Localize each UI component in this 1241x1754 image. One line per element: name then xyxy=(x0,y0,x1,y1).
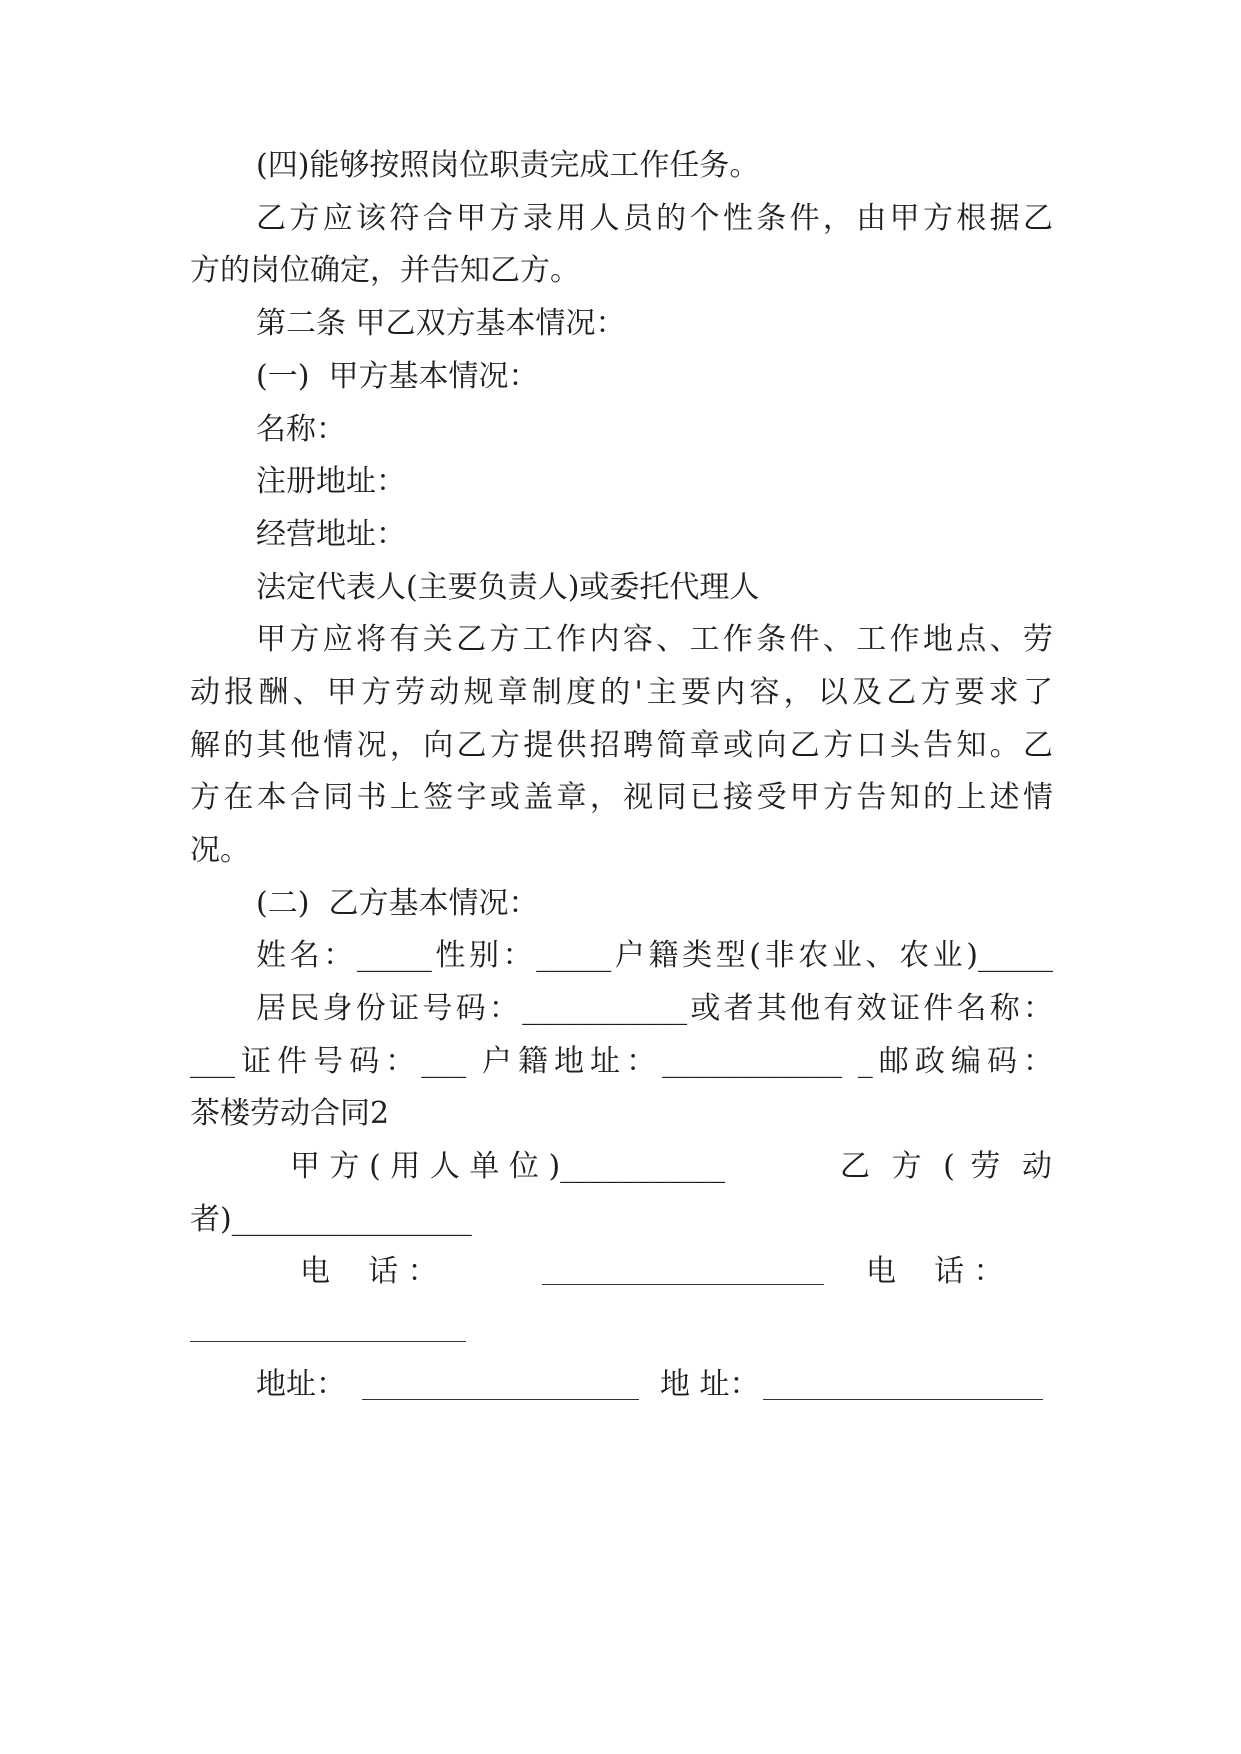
paragraph-conditions-line1: 乙方应该符合甲方录用人员的个性条件，由甲方根据乙 xyxy=(256,201,1053,236)
clause-four: (四)能够按照岗位职责完成工作任务。 xyxy=(256,148,760,183)
address-label-a: 地址： xyxy=(256,1367,346,1402)
address-a-underline xyxy=(362,1399,639,1400)
notice-paragraph-line2: 动报酬、甲方劳动规章制度的'主要内容，以及乙方要求了 xyxy=(190,675,1053,710)
notice-paragraph-line4: 方在本合同书上签字或盖章，视同已接受甲方告知的上述情 xyxy=(190,780,1053,815)
party-b-worker-label: 乙 方 ( 劳 动 xyxy=(840,1149,1052,1184)
notice-paragraph-line1: 甲方应将有关乙方工作内容、工作条件、工作地点、劳 xyxy=(256,622,1053,657)
paragraph-conditions-line2: 方的岗位确定，并告知乙方。 xyxy=(190,253,580,288)
party-b-id-line: 居民身份证号码：___________或者其他有效证件名称： xyxy=(256,991,1053,1026)
party-b-name-gender-line: 姓名：_____性别：_____户籍类型(非农业、农业)_____ xyxy=(256,938,1053,973)
phone-label-a: 电 话 ： xyxy=(300,1254,438,1289)
legal-representative-label: 法定代表人(主要负责人)或委托代理人 xyxy=(256,570,760,605)
address-b-underline xyxy=(763,1399,1043,1400)
notice-paragraph-line5: 况。 xyxy=(190,833,250,868)
article-two-heading: 第二条 甲乙双方基本情况： xyxy=(256,306,626,341)
party-b-cert-line: ___证件号码：___ 户籍地址：____________ _邮政编码： xyxy=(190,1044,1053,1079)
party-b-heading: (二) 乙方基本情况： xyxy=(256,886,539,921)
address-label-b: 地 址： xyxy=(660,1367,760,1402)
party-a-heading: (一) 甲方基本情况： xyxy=(256,359,539,394)
registered-address-label: 注册地址： xyxy=(256,464,406,499)
notice-paragraph-line3: 解的其他情况，向乙方提供招聘简章或向乙方口头告知。乙 xyxy=(190,728,1053,763)
phone-a-underline xyxy=(542,1284,824,1285)
phone-label-b: 电 话 ： xyxy=(866,1254,1004,1289)
party-b-worker-label-cont: 者)________________ xyxy=(190,1202,472,1237)
business-address-label: 经营地址： xyxy=(256,517,406,552)
phone-b-underline xyxy=(190,1341,466,1342)
party-a-employer-label: 甲 方 ( 用 人 单 位 )___________ xyxy=(290,1149,726,1184)
contract-2-title: 茶楼劳动合同2 xyxy=(190,1096,390,1131)
name-field-label: 名称： xyxy=(256,412,346,447)
